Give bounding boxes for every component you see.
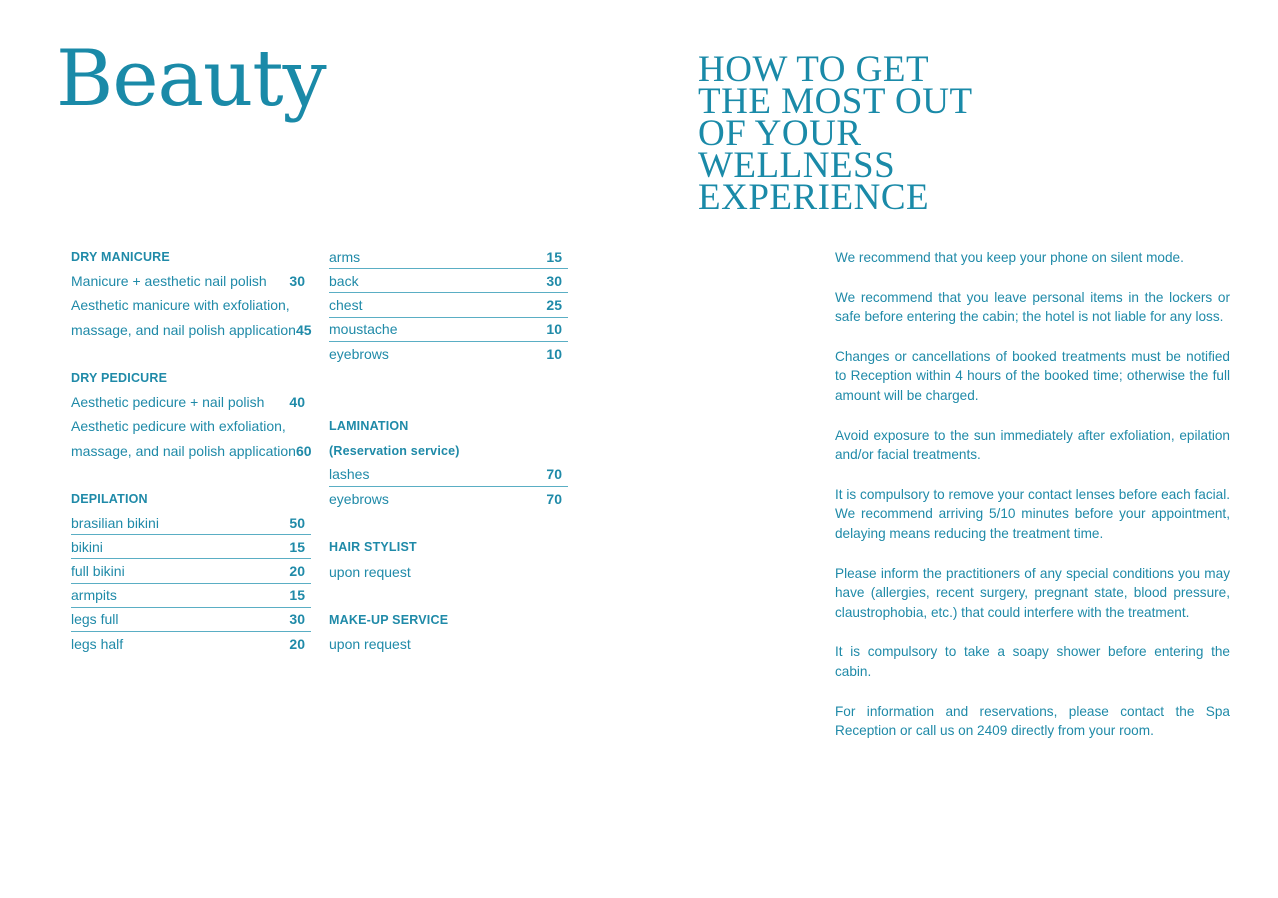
service-name: Aesthetic pedicure + nail polish — [71, 394, 265, 411]
price-row — [71, 632, 311, 656]
price-row — [329, 318, 568, 342]
section-heading-makeup: MAKE-UP SERVICE — [329, 612, 449, 627]
service-price: 10 — [546, 321, 562, 338]
service-price: 70 — [546, 490, 562, 507]
service-name: full bikini — [71, 563, 125, 580]
service-name: chest — [329, 296, 363, 313]
spacer — [329, 511, 568, 535]
spacer — [71, 342, 311, 366]
service-price: 10 — [546, 345, 562, 362]
note-paragraph: We recommend that you leave personal items in the lockers or safe before entering the cabin; the hotel is not liable for any loss. — [835, 289, 1230, 325]
wellness-heading-line: OF YOUR — [698, 113, 862, 154]
service-name: brasilian bikini — [71, 514, 159, 531]
service-description-line — [71, 414, 311, 438]
price-row — [71, 535, 311, 559]
note-paragraph: Changes or cancellations of booked treatments must be notified to Reception within 4 hours of the booked time; otherwise the full amount will be charged. — [835, 348, 1230, 403]
price-row — [71, 439, 311, 463]
price-row — [71, 584, 311, 608]
service-name: Aesthetic manicure with exfoliation, — [71, 297, 290, 314]
service-name: massage, and nail polish application — [71, 321, 296, 338]
service-price: 60 — [295, 442, 312, 459]
service-name: back — [329, 272, 359, 289]
wellness-heading-line: HOW TO GET — [698, 49, 930, 90]
service-name: bikini — [71, 538, 103, 555]
price-row — [71, 390, 311, 414]
page-title: Beauty — [56, 34, 326, 124]
service-price: 15 — [289, 538, 305, 555]
price-row — [329, 463, 568, 487]
section-heading-lamination: LAMINATION — [329, 419, 409, 434]
section-heading-depilation: DEPILATION — [71, 491, 148, 506]
service-price: 30 — [546, 272, 562, 289]
spacer — [71, 463, 311, 487]
spacer — [329, 584, 568, 608]
service-price: 50 — [289, 514, 305, 531]
service-name: Manicure + aesthetic nail polish — [71, 273, 267, 290]
service-name: upon request — [329, 636, 411, 653]
service-note — [329, 559, 568, 583]
section-heading-dry-pedicure: DRY PEDICURE — [71, 370, 168, 385]
note-paragraph: It is compulsory to take a soapy shower before entering the cabin. — [835, 644, 1230, 679]
price-row — [71, 559, 311, 583]
service-price: 70 — [546, 466, 562, 483]
spacer — [329, 366, 568, 390]
price-row — [329, 293, 568, 317]
note-paragraph: Avoid exposure to the sun immediately after exfoliation, epilation and/or facial treatments. — [835, 427, 1230, 463]
service-price: 45 — [295, 321, 312, 338]
wellness-notes — [835, 248, 1230, 761]
wellness-heading-line: WELLNESS — [698, 145, 896, 186]
price-row — [71, 269, 311, 293]
service-note — [329, 632, 568, 656]
price-row — [329, 245, 568, 269]
service-name: upon request — [329, 563, 411, 580]
price-list-column-2 — [329, 245, 568, 656]
note-paragraph: We recommend that you keep your phone on silent mode. — [835, 250, 1184, 265]
section-heading-hair-stylist: HAIR STYLIST — [329, 540, 417, 555]
service-price: 15 — [289, 587, 305, 604]
service-price: 15 — [546, 248, 562, 265]
service-name: armpits — [71, 587, 117, 604]
wellness-heading-line: THE MOST OUT — [698, 81, 973, 122]
service-name: eyebrows — [329, 490, 389, 507]
service-price: 20 — [289, 636, 305, 653]
service-price: 30 — [289, 611, 305, 628]
price-row — [71, 511, 311, 535]
note-paragraph: It is compulsory to remove your contact lenses before each facial. We recommend arriving 5/10 minutes before your appointment, delaying means reducing the treatment time. — [835, 486, 1230, 541]
service-price: 25 — [546, 296, 562, 313]
price-row — [71, 608, 311, 632]
service-price: 40 — [289, 394, 305, 411]
service-name: legs half — [71, 636, 124, 653]
wellness-heading-line: EXPERIENCE — [698, 177, 930, 218]
note-paragraph: For information and reservations, please contact the Spa Reception or call us on 2409 directly from your room. — [835, 703, 1230, 739]
wellness-heading — [698, 49, 973, 218]
service-name: Aesthetic pedicure with exfoliation, — [71, 418, 286, 435]
service-description-line — [71, 293, 311, 317]
service-name: massage, and nail polish application — [71, 442, 296, 459]
spacer — [329, 390, 568, 414]
service-price: 30 — [289, 273, 305, 290]
section-subheading-lamination: (Reservation service) — [329, 443, 460, 458]
service-name: moustache — [329, 321, 398, 338]
price-row — [329, 269, 568, 293]
price-row — [329, 342, 568, 366]
section-heading-dry-manicure: DRY MANICURE — [71, 250, 170, 264]
price-row — [71, 318, 311, 342]
service-name: eyebrows — [329, 345, 389, 362]
note-paragraph: Please inform the practitioners of any special conditions you may have (allergies, recent surgery, pregnant state, blood pressure, claustrophobia, etc.) that could interfere with the treatment. — [835, 565, 1230, 620]
service-name: legs full — [71, 611, 119, 628]
service-name: lashes — [329, 466, 370, 483]
price-row — [329, 487, 568, 511]
service-name: arms — [329, 248, 361, 265]
service-price: 20 — [289, 563, 305, 580]
price-list-column-1 — [71, 245, 311, 656]
